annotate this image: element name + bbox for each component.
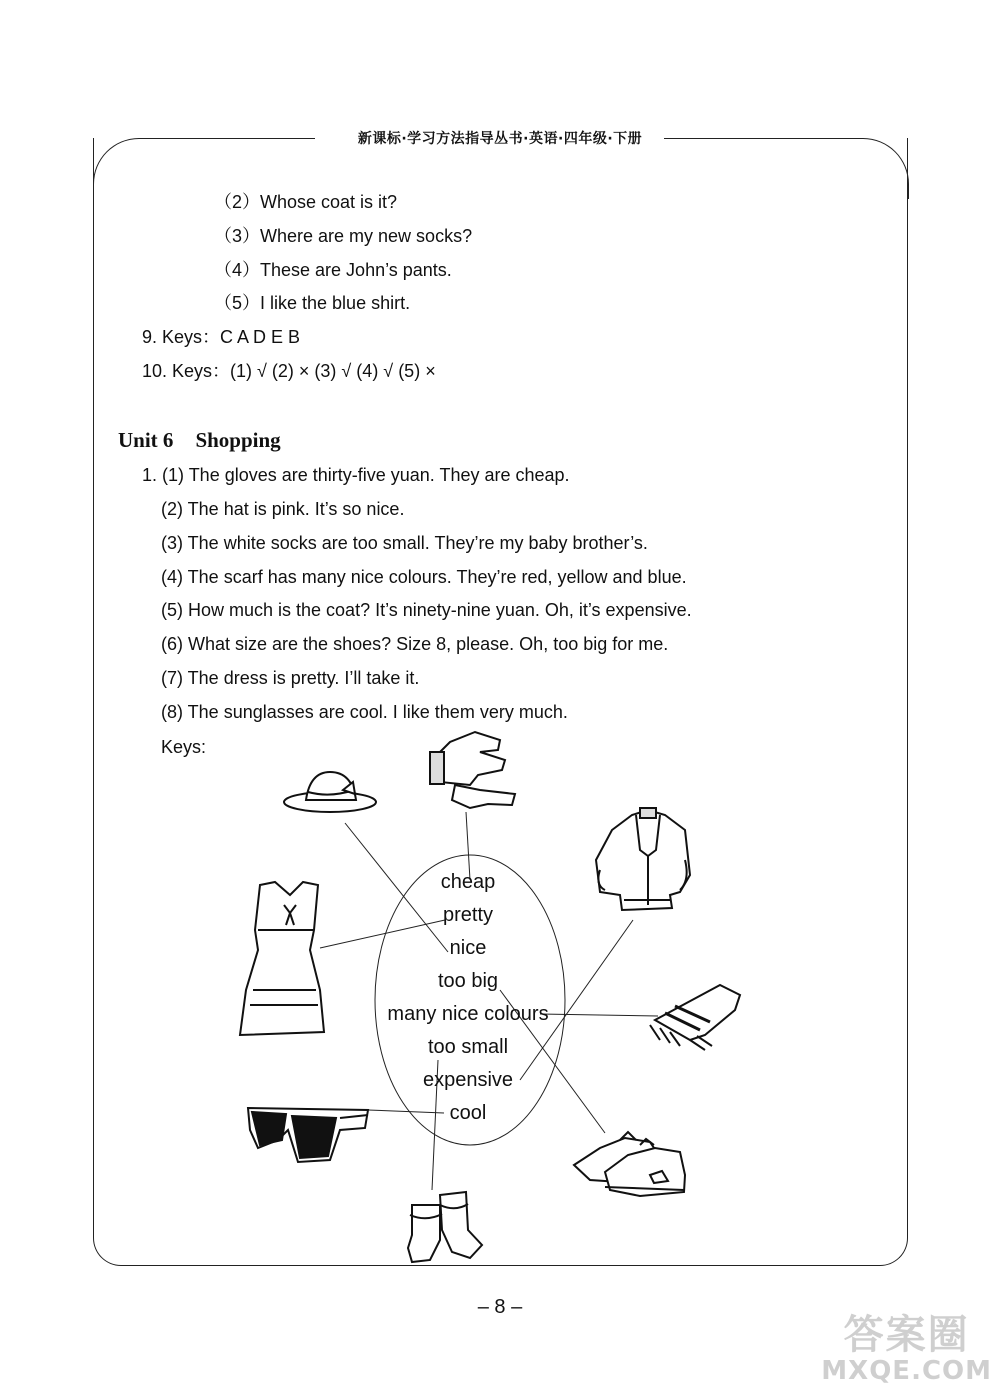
- word-cheap: cheap: [440, 871, 496, 893]
- exercise-line: (4) The scarf has many nice colours. They’re red, yellow and blue.: [161, 567, 687, 587]
- scarf-colours-line: [540, 1014, 658, 1016]
- sunglasses-icon: [248, 1108, 368, 1162]
- coat-expensive-line: [520, 920, 633, 1080]
- gloves-icon: [430, 732, 515, 808]
- shoes-icon: [574, 1132, 685, 1196]
- answer-line: （4）These are John’s pants.: [214, 260, 452, 280]
- running-header: 新课标·学习方法指导丛书·英语·四年级·下册: [357, 131, 643, 147]
- watermark-url: MXQE.COM: [821, 1356, 992, 1386]
- watermark: [821, 1303, 992, 1386]
- sunglasses-cool-line: [368, 1110, 444, 1113]
- answer-line: （3）Where are my new socks?: [214, 226, 473, 246]
- exercise-line: (5) How much is the coat? It’s ninety-nine yuan. Oh, it’s expensive.: [161, 600, 692, 620]
- unit-name: Shopping: [195, 428, 281, 452]
- exercise-line: (7) The dress is pretty. I’ll take it.: [161, 668, 420, 688]
- word-nice: nice: [449, 937, 487, 959]
- socks-icon: [408, 1192, 482, 1262]
- keys-9: 9. Keys：C A D E B: [142, 327, 301, 347]
- scarf-icon: [650, 985, 740, 1050]
- coat-icon: [596, 808, 690, 910]
- word-too-big: too big: [437, 970, 499, 992]
- dress-icon: [240, 882, 324, 1035]
- keys-label: Keys:: [161, 737, 207, 757]
- page-number: – 8 –: [477, 1296, 523, 1318]
- word-too-small: too small: [427, 1036, 509, 1058]
- word-many-nice-colours: many nice colours: [387, 1003, 549, 1025]
- hat-nice-line: [345, 823, 448, 952]
- gloves-cheap-line: [466, 812, 470, 880]
- exercise-line: (6) What size are the shoes? Size 8, please. Oh, too big for me.: [161, 634, 669, 654]
- word-pretty: pretty: [442, 904, 494, 926]
- keys-10: 10. Keys：(1) √ (2) × (3) √ (4) √ (5) ×: [142, 361, 436, 381]
- exercise-line: 1. (1) The gloves are thirty-five yuan. They are cheap.: [142, 465, 570, 485]
- exercise-line: (2) The hat is pink. It’s so nice.: [161, 499, 405, 519]
- answer-line: （2）Whose coat is it?: [214, 192, 398, 212]
- watermark-text: 答案圈: [843, 1312, 970, 1358]
- word-cool: cool: [449, 1102, 487, 1124]
- hat-icon: [284, 772, 376, 812]
- answer-line: （5）I like the blue shirt.: [214, 293, 411, 313]
- exercise-line: (3) The white socks are too small. They’re my baby brother’s.: [161, 533, 648, 553]
- word-expensive: expensive: [422, 1069, 514, 1091]
- exercise-line: (8) The sunglasses are cool. I like them very much.: [161, 702, 568, 722]
- unit-number: Unit 6: [118, 428, 174, 452]
